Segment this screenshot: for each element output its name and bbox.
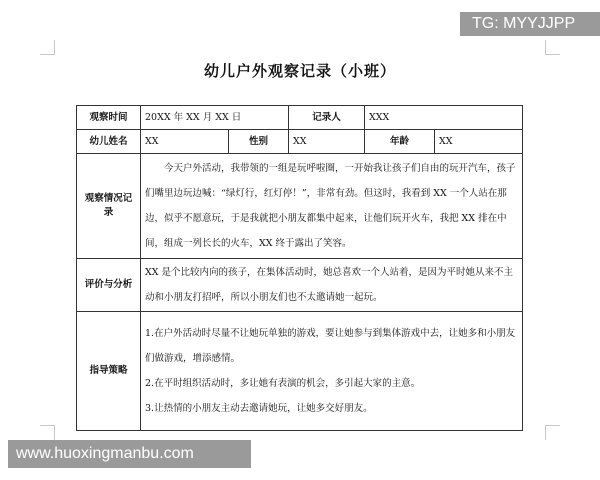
strategy-cell [141, 312, 523, 431]
strategy-item: 3.让热情的小朋友主动去邀请她玩，让她多交好朋友。 [145, 403, 373, 414]
observation-time-value: 20XX 年 XX 月 XX 日 [141, 106, 289, 130]
gender-label: 性别 [229, 130, 289, 154]
strategy-item: 1.在户外活动时尽量不让她玩单独的游戏，要让她参与到集体游戏中去，让她多和小朋友们做游戏，增添感情。 [145, 328, 516, 364]
tg-watermark: TG: MYYJJPP [460, 12, 600, 36]
observation-cell [141, 154, 523, 259]
table-row [77, 259, 523, 312]
gender-value: XX [289, 130, 365, 154]
crop-mark [545, 40, 560, 55]
observation-time-label: 观察时间 [77, 106, 141, 130]
crop-mark [40, 425, 55, 440]
document-title: 幼儿户外观察记录（小班） [203, 62, 396, 80]
evaluation-text: XX 是个比较内向的孩子，在集体活动时，她总喜欢一个人站着，是因为平时她从来不主动和小朋友打招呼，所以小朋友们也不太邀请她一起玩。 [145, 267, 514, 303]
recorder-label: 记录人 [289, 106, 365, 130]
table-row [77, 130, 523, 154]
strategy-label: 指导策略 [77, 312, 141, 431]
table-row [77, 312, 523, 431]
observation-label: 观察情况记录 [77, 154, 141, 259]
table-row [77, 106, 523, 130]
child-name-label: 幼儿姓名 [77, 130, 141, 154]
child-name-value: XX [141, 130, 229, 154]
strategy-item: 2.在平时组织活动时，多让她有表演的机会，多引起大家的主意。 [145, 378, 421, 389]
table-row [77, 154, 523, 259]
recorder-value: XXX [365, 106, 523, 130]
age-value: XX [435, 130, 523, 154]
age-label: 年龄 [365, 130, 435, 154]
observation-text: 今天户外活动，我带领的一组是玩呼啦圈，一开始我让孩子们自由的玩开汽车，孩子们嘴里边玩边喊：“绿灯行，红灯停！”，非常有劲。但这时，我看到 XX 一个人站在那边，似乎不愿意玩，于是我就把小朋友都集中起来，让他们玩开火车，我把 XX 排在中间，组成一列长长的火车，XX 终于露出了笑容。 [145, 163, 516, 249]
observation-record-table [76, 105, 523, 431]
evaluation-cell [141, 259, 523, 312]
crop-mark [40, 40, 55, 55]
evaluation-label: 评价与分析 [77, 259, 141, 312]
site-watermark: www.huoxingmanbu.com [8, 440, 251, 468]
crop-mark [545, 425, 560, 440]
